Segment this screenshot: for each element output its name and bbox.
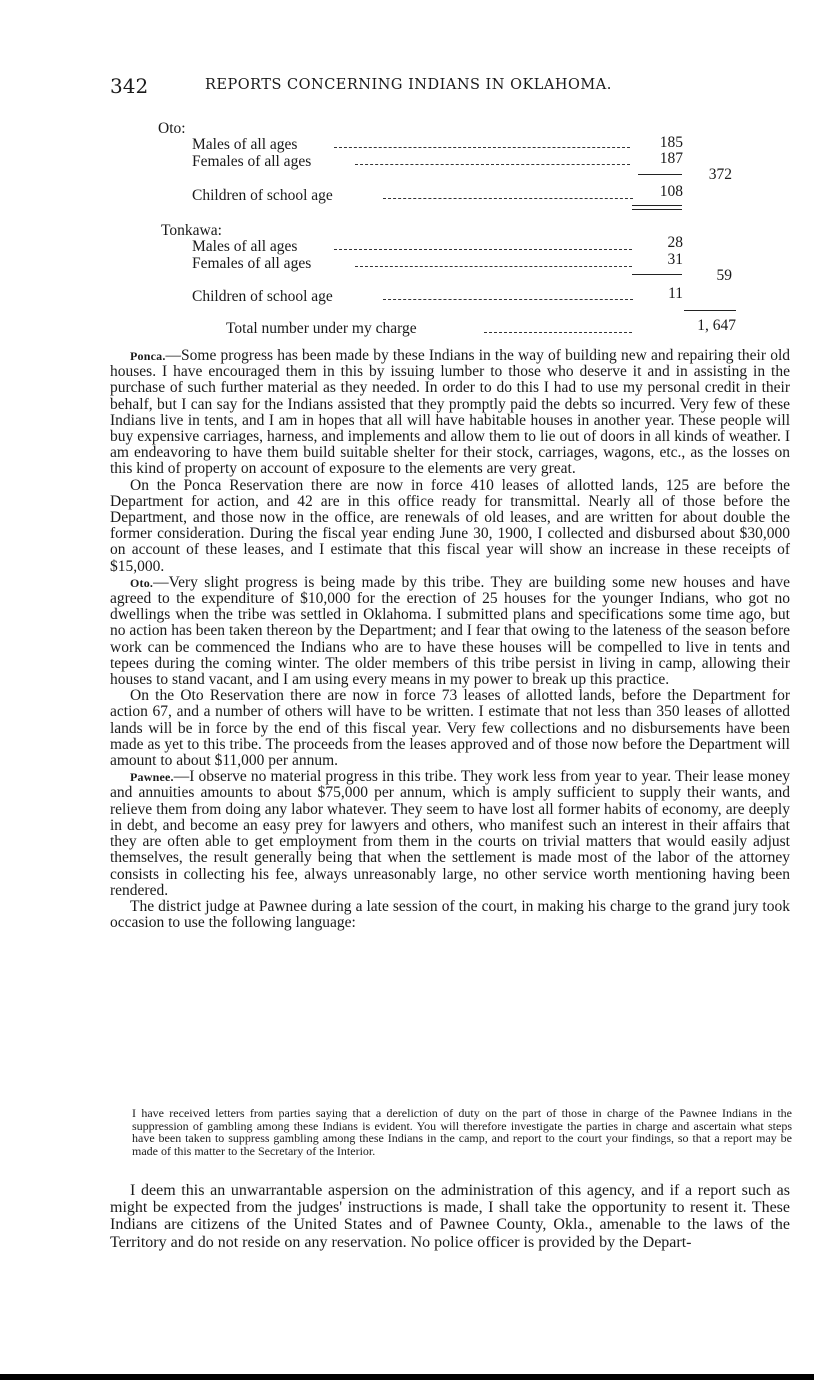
leader-dots <box>484 331 632 333</box>
paragraph-text: —I observe no material progress in this tribe. They work less from year to year. Their lease money and annuities amounts to about $75,000 per annum, which is amply sufficient to supply their wants, and relieve them from doing any labor whatever. They seem to have lost all former habits of economy, are deeply in debt, and become an easy prey for lawyers and others, who manifest such an interest in their affairs that they are often able to get employment from them in the courts on trivial matters that would easily adjust themselves, the result generally being that when the settlement is made most of the labor of the attorney consists in collecting his fee, always unreasonably large, no other service worth mentioning having been rendered. <box>110 768 790 899</box>
total-rule <box>684 310 736 311</box>
tonkawa-children-count: 11 <box>668 285 683 302</box>
tonkawa-males-count: 28 <box>667 234 683 251</box>
oto-males-label: Males of all ages <box>192 136 298 153</box>
ponca-paragraph-1 <box>110 348 790 478</box>
grand-total: 1, 647 <box>697 317 736 334</box>
oto-males-count: 185 <box>659 134 683 151</box>
oto-children-count: 108 <box>659 183 683 200</box>
pawnee-heading: Pawnee. <box>130 770 174 785</box>
oto-paragraph-2: On the Oto Reservation there are now in force 73 leases of allotted lands, before the Department for action 67, and a number of others will have to be written. I estimate that not less than 350 leases of allotted lands will be in force by the end of this fiscal year. Very few collections and no disbursements have been made as yet to this tribe. The proceeds from the leases approved and of those now before the Department will amount to about $11,000 per annum. <box>110 687 790 770</box>
tonkawa-females-label: Females of all ages <box>192 255 312 272</box>
running-title: REPORTS CONCERNING INDIANS IN OKLAHOMA. <box>205 77 612 93</box>
sum-rule <box>638 174 682 175</box>
leader-dots <box>383 197 633 199</box>
oto-total: 372 <box>708 166 732 183</box>
leader-dots <box>383 298 633 300</box>
ponca-heading: Ponca. <box>130 349 166 363</box>
tonkawa-males-label: Males of all ages <box>192 238 298 255</box>
oto-paragraph-1 <box>110 575 790 688</box>
pawnee-paragraph-1 <box>110 769 790 899</box>
page-number: 342 <box>110 74 149 98</box>
oto-females-label: Females of all ages <box>192 153 312 170</box>
ponca-paragraph-2: On the Ponca Reservation there are now in force 410 leases of allotted lands, 125 are before the Department for action, and 42 are in this office ready for transmittal. Nearly all of those before the Department, and those now in the office, are renewals of old leases, and are written for about double the former consideration. During the fiscal year ending June 30, 1900, I collected and disbursed about $30,000 on account of these leases, and I estimate that this fiscal year will show an increase in these receipts of $15,000. <box>110 476 790 575</box>
closing-paragraph: I deem this an unwarrantable aspersion on the administration of this agency, and if a report such as might be expected from the judges' instructions is made, I shall take the opportunity to resent it. These Indians are citizens of the United States and of Pawnee County, Okla., amenable to the laws of the Territory and do not reside on any reservation. No police officer is provided by the Depart- <box>110 1182 790 1251</box>
closing-text <box>110 1182 790 1251</box>
paragraph-text: —Very slight progress is being made by this tribe. They are building some new houses and have agreed to the expenditure of $10,000 for the erection of 25 houses for the younger Indians, who got no dwellings when the tribe was settled in Oklahoma. I submitted plans and specifications some time ago, but no action has been taken thereon by the Department; and I fear that owing to the lateness of the season before work can be commenced the Indians who are to have these houses will be compelled to live in tents and tepees during the coming winter. The older members of this tribe persist in living in camp, allowing their houses to stand vacant, and I am using every means in my power to break up this practice. <box>110 573 790 689</box>
quote-text: I have received letters from parties saying that a dereliction of duty on the part of those in charge of the Pawnee Indians in the suppression of gambling among these Indians is evident. You will therefore investigate the parties in charge and ascertain what steps have been taken to suppress gambling among these Indians in the camp, and report to the court your findings, so that a report may be made of this matter to the Secretary of the Interior. <box>132 1106 792 1158</box>
leader-dots <box>355 265 632 267</box>
leader-dots <box>334 146 630 148</box>
oto-children-label: Children of school age <box>192 187 333 204</box>
double-rule <box>632 209 682 210</box>
scan-edge <box>0 1374 814 1380</box>
paragraph-text: —Some progress has been made by these Indians in the way of building new and repairing their old houses. I have encouraged them in this by issuing lumber to those who deserve it and in assisting in the purchase of such further material as they needed. In order to do this I had to use my personal credit in their behalf, but I can say for the Indians assisted that they promptly paid the debts so incurred. Very few of these Indians live in tents, and I am in hopes that all will have habitable houses in another year. These people will buy expensive carriages, harness, and implements and allow them to lie out of doors in all kinds of weather. I am endeavoring to have them build suitable shelter for their stock, carriages, wagons, etc., as the losses on this kind of property on account of exposure to the elements are very great. <box>110 347 790 478</box>
tonkawa-label: Tonkawa: <box>161 222 222 239</box>
quoted-charge <box>132 1107 792 1157</box>
double-rule <box>632 205 682 206</box>
tonkawa-children-label: Children of school age <box>192 288 333 305</box>
sum-rule <box>632 274 682 275</box>
oto-label: Oto: <box>158 120 186 137</box>
oto-females-count: 187 <box>659 150 683 167</box>
body-text <box>110 348 790 931</box>
leader-dots <box>355 163 630 165</box>
tonkawa-females-count: 31 <box>667 251 683 268</box>
tonkawa-total: 59 <box>716 267 732 284</box>
grand-total-label: Total number under my charge <box>226 320 417 337</box>
pawnee-paragraph-2: The district judge at Pawnee during a late session of the court, in making his charge to the grand jury took occasion to use the following language: <box>110 897 790 932</box>
oto-heading: Oto. <box>130 575 154 590</box>
leader-dots <box>334 248 632 250</box>
